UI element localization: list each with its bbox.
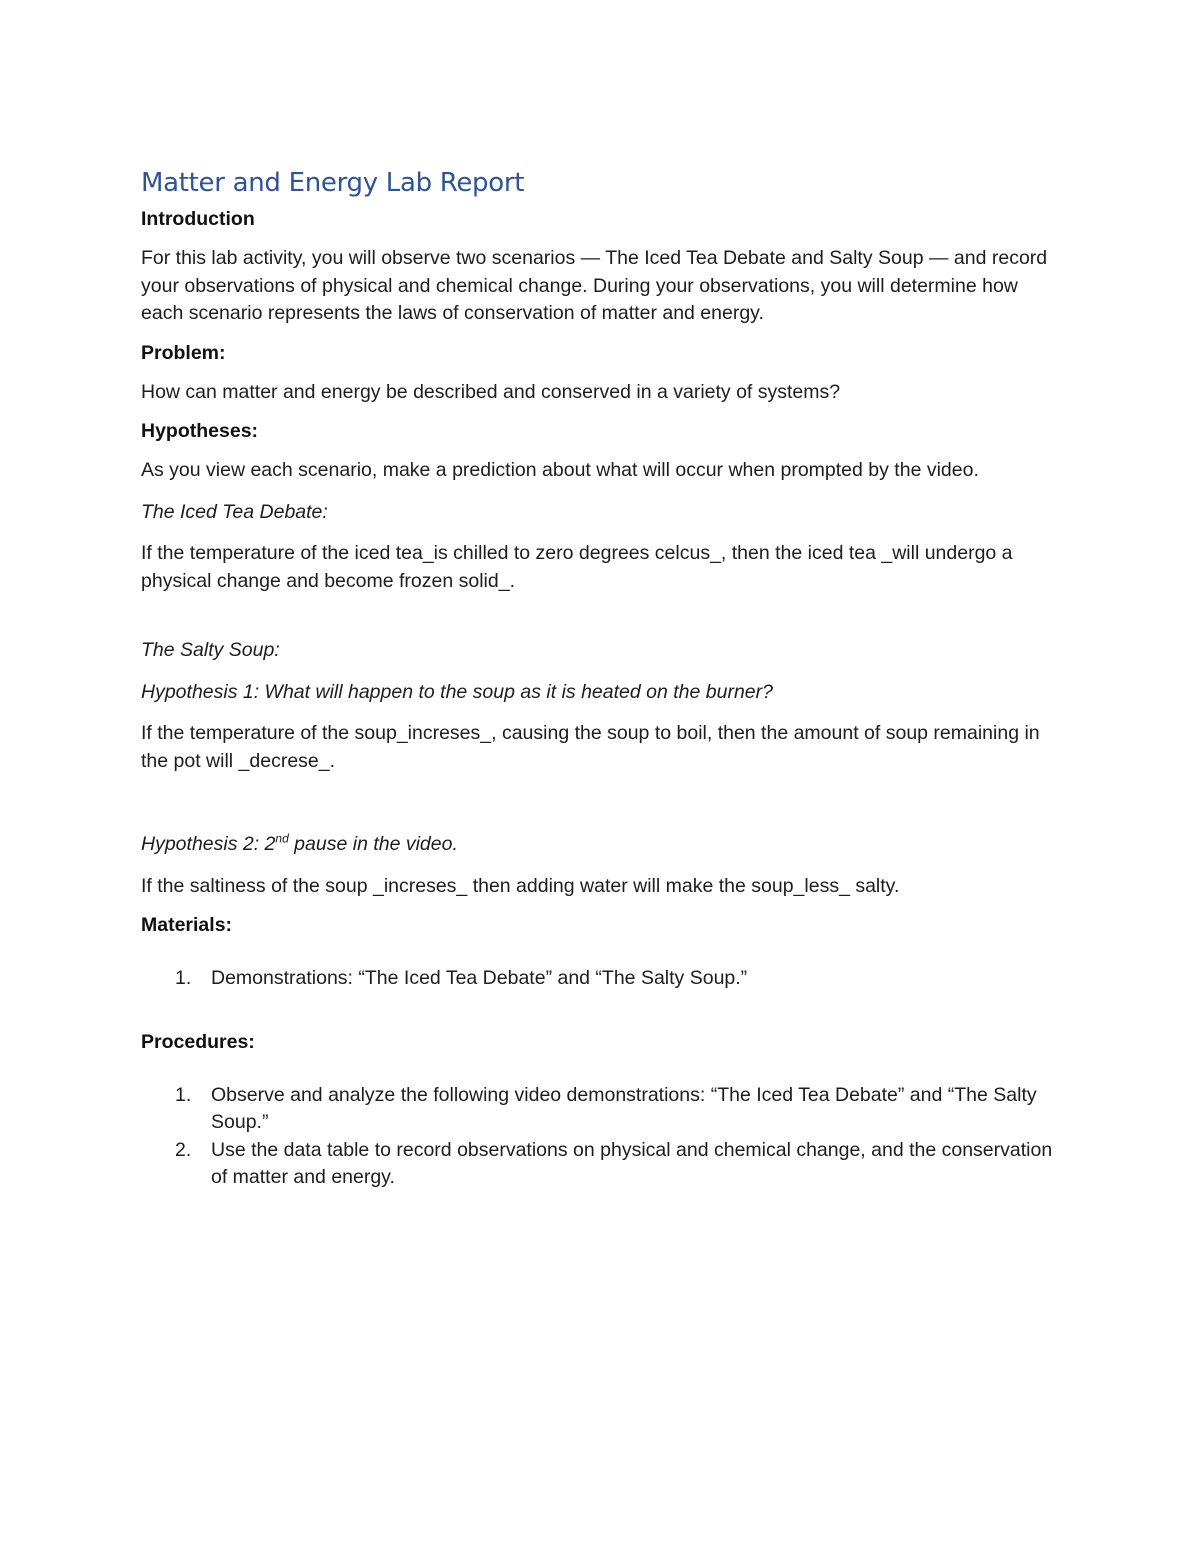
hypothesis-2-label-sup: nd <box>275 831 289 846</box>
procedures-heading: Procedures: <box>141 1030 255 1053</box>
procedures-list <box>141 1082 1056 1192</box>
hypothesis-2-label-pre: Hypothesis 2: 2 <box>141 833 276 855</box>
hypothesis-2-label <box>141 831 1056 859</box>
hypotheses-text: As you view each scenario, make a prediction about what will occur when prompted by the video. <box>141 459 979 481</box>
introduction-text: For this lab activity, you will observe two scenarios — The Iced Tea Debate and Salty Soup — and record your observations of physical and chemical change. During your observations, you will determine how each scenario represents the laws of conservation of matter and energy. <box>141 247 1048 324</box>
introduction-heading: Introduction <box>141 208 255 230</box>
iced-tea-hypothesis: If the temperature of the iced tea_is chilled to zero degrees celcus_, then the iced tea _will undergo a physical change and become frozen solid_. <box>141 542 1013 592</box>
list-item-number: 2. <box>175 1138 192 1161</box>
hypotheses-heading: Hypotheses: <box>141 420 259 442</box>
problem-heading: Problem: <box>141 341 226 364</box>
hypothesis-1-text: If the temperature of the soup_increses_, causing the soup to boil, then the amount of soup remaining in the pot will _decrese_. <box>141 722 1040 772</box>
salty-soup-label: The Salty Soup: <box>141 639 280 661</box>
list-item-number: 1. <box>175 967 192 989</box>
list-item-number: 1. <box>175 1083 192 1106</box>
list-item <box>141 965 1056 993</box>
iced-tea-label: The Iced Tea Debate: <box>141 500 328 523</box>
document-page <box>141 168 1056 1192</box>
materials-list <box>141 965 1056 993</box>
materials-heading: Materials: <box>141 914 233 936</box>
list-item-text: Demonstrations: “The Iced Tea Debate” and “The Salty Soup.” <box>211 967 748 989</box>
hypothesis-2-text: If the saltiness of the soup _increses_ then adding water will make the soup_less_ salty. <box>141 874 900 897</box>
page-title: Matter and Energy Lab Report <box>141 168 525 198</box>
hypothesis-2-label-post: pause in the video. <box>288 833 458 855</box>
list-item <box>141 1137 1056 1192</box>
list-item-text: Use the data table to record observations on physical and chemical change, and the conservation of matter and energy. <box>211 1138 1053 1188</box>
hypothesis-1-label: Hypothesis 1: What will happen to the soup as it is heated on the burner? <box>141 680 773 703</box>
problem-text: How can matter and energy be described and conserved in a variety of systems? <box>141 380 841 403</box>
list-item <box>141 1082 1056 1137</box>
list-item-text: Observe and analyze the following video demonstrations: “The Iced Tea Debate” and “The Salty Soup.” <box>211 1083 1037 1133</box>
